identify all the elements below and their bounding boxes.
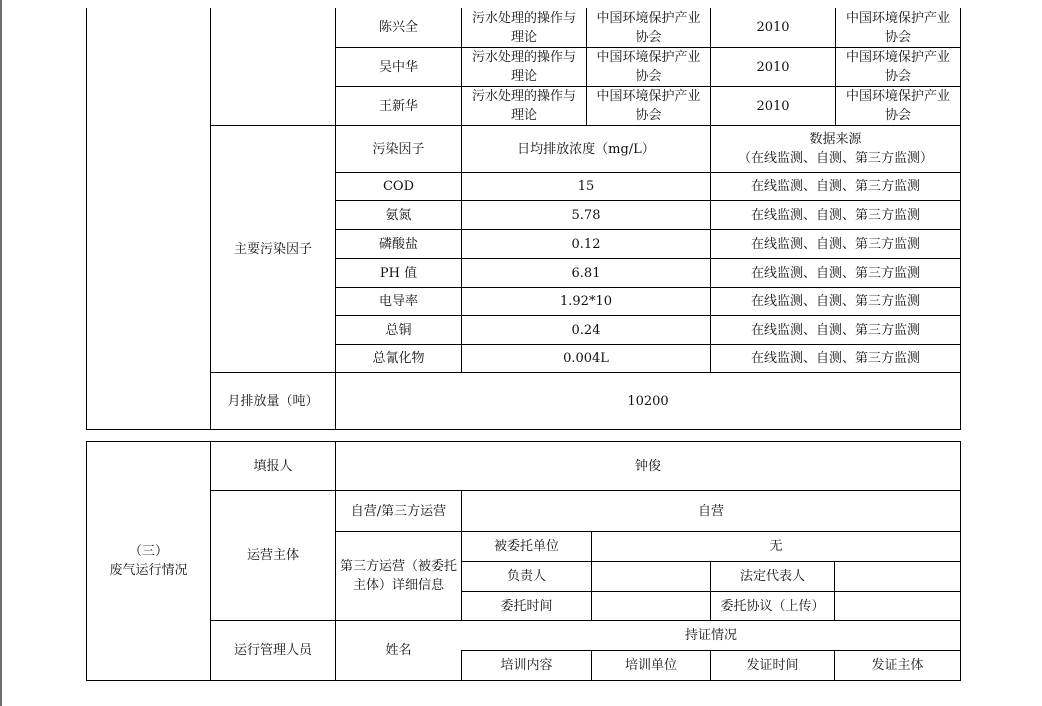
responsible-person-value[interactable] [592,562,710,591]
grid-line [86,429,961,430]
pollutant-source: 在线监测、自测、第三方监测 [750,265,920,281]
pollutant-factor: 磷酸盐 [378,236,418,252]
staff-label: 运行管理人员 [233,643,312,658]
entrust-time-label: 委托时间 [500,598,553,614]
entrusted-unit-value: 无 [769,539,783,554]
pollutant-factor: COD [382,179,415,194]
header-source: 数据来源 （在线监测、自测、第三方监测） [737,132,933,166]
entrusted-unit-label: 被委托单位 [493,539,559,554]
staff-year: 2010 [756,20,790,35]
staff-training: 污水处理的操作与 理论 [471,50,576,84]
training-unit-label: 培训单位 [624,658,677,673]
entrust-time-value[interactable] [592,592,710,620]
pollutant-source: 在线监测、自测、第三方监测 [750,179,920,194]
staff-issuer: 中国环境保护产业 协会 [845,89,950,123]
legal-representative-value[interactable] [835,562,960,591]
pollutant-source: 在线监测、自测、第三方监测 [750,207,920,223]
pollutant-factor: PH 值 [379,265,418,281]
header-factor: 污染因子 [372,141,425,157]
certificate-label: 持证情况 [684,628,737,643]
staff-training: 污水处理的操作与 理论 [471,89,576,123]
section-exhaust-label: （三） 废气运行情况 [109,544,188,578]
staff-training-unit: 中国环境保护产业 协会 [596,89,701,123]
staff-name: 陈兴全 [378,20,418,35]
self-third-value: 自营 [697,503,724,519]
pollutant-value: 0.004L [563,351,609,366]
third-party-detail-label: 第三方运营（被委托 主体）详细信息 [339,559,457,593]
reporter-label: 填报人 [253,458,293,474]
pollutant-source: 在线监测、自测、第三方监测 [750,294,920,309]
responsible-person-label: 负责人 [506,569,546,584]
legal-representative-label: 法定代表人 [739,569,805,584]
pollutant-value: 1.92*10 [560,294,612,309]
grid-line [86,680,961,681]
window-edge [0,0,2,706]
pollutant-label: 主要污染因子 [233,241,312,257]
issuer-label: 发证主体 [871,658,924,673]
staff-issuer: 中国环境保护产业 协会 [845,10,950,45]
staff-issuer: 中国环境保护产业 协会 [845,50,950,84]
staff-training: 污水处理的操作与 理论 [471,10,576,45]
pollutant-value: 15 [577,179,595,194]
grid-line [960,8,961,430]
name-label: 姓名 [385,643,412,658]
staff-name: 王新华 [378,98,418,114]
pollutant-source: 在线监测、自测、第三方监测 [750,322,920,338]
staff-training-unit: 中国环境保护产业 协会 [596,10,701,45]
pollutant-source: 在线监测、自测、第三方监测 [750,236,920,252]
monthly-discharge-label: 月排放量（吨） [227,393,319,409]
operator-label: 运营主体 [246,548,299,563]
pollutant-factor: 氨氮 [385,207,412,223]
pollutant-value: 5.78 [571,207,601,223]
reporter-value: 钟俊 [634,458,661,474]
entrust-agreement-upload[interactable] [835,592,960,620]
staff-training-unit: 中国环境保护产业 协会 [596,50,701,84]
training-content-label: 培训内容 [500,658,553,673]
grid-line [86,8,87,430]
monthly-discharge-value: 10200 [627,393,669,409]
staff-year: 2010 [756,59,790,75]
pollutant-factor: 总氰化物 [372,351,425,366]
staff-name: 吴中华 [378,59,418,75]
header-concentration: 日均排放浓度（mg/L） [517,141,655,157]
issue-time-label: 发证时间 [746,658,799,673]
pollutant-factor: 总铜 [385,322,412,338]
entrust-agreement-label: 委托协议（上传） [720,598,825,614]
pollutant-source: 在线监测、自测、第三方监测 [750,351,920,366]
pollutant-factor: 电导率 [378,294,418,309]
self-third-label: 自营/第三方运营 [350,503,447,519]
staff-year: 2010 [756,98,790,114]
pollutant-value: 0.24 [571,322,601,338]
pollutant-value: 0.12 [571,236,601,252]
pollutant-value: 6.81 [571,265,601,281]
